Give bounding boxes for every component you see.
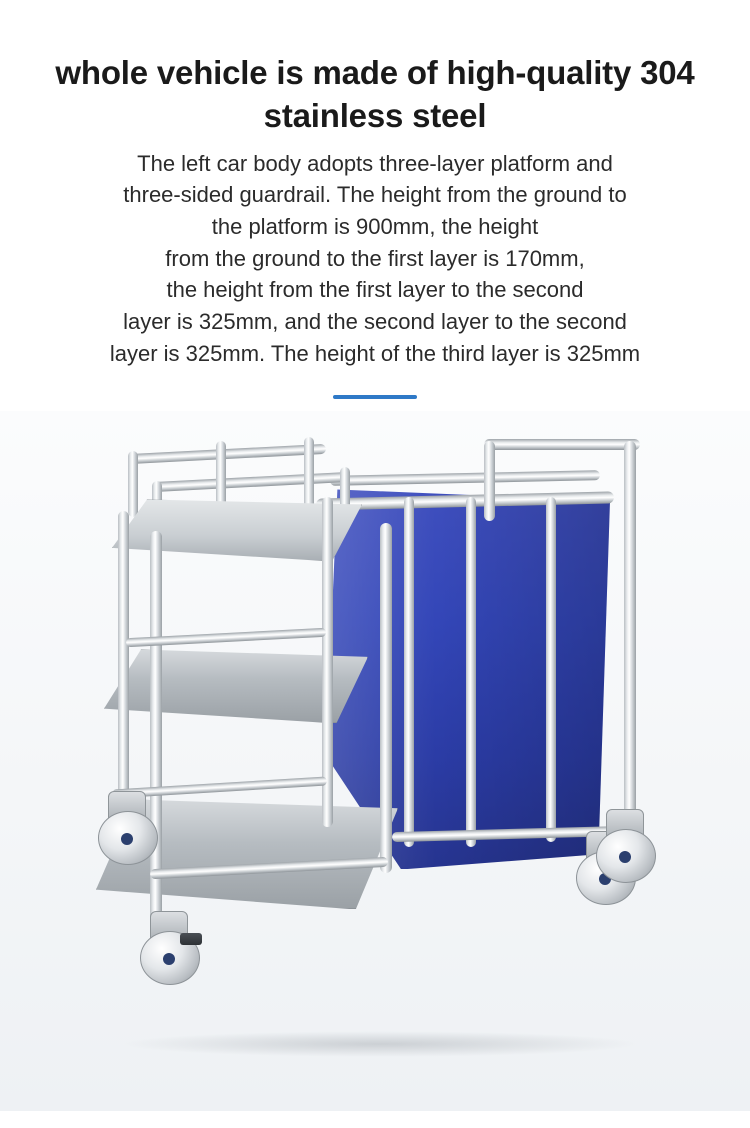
accent-divider — [333, 395, 417, 399]
guardrail-top-front — [152, 472, 350, 492]
description-line-5: the height from the first layer to the second — [166, 277, 584, 303]
product-photo — [0, 411, 750, 1111]
guardrail-top-rear — [128, 444, 326, 464]
push-handle-bar — [484, 439, 640, 450]
bag-divider-left — [404, 497, 414, 847]
caster-rear-right — [596, 809, 654, 881]
page-title: whole vehicle is made of high-quality 304 stainless steel — [55, 54, 695, 134]
description-line-1: The left car body adopts three-layer platform and — [137, 150, 613, 176]
header-block — [0, 0, 750, 399]
divider-wrap — [18, 395, 732, 399]
description-paragraph — [18, 148, 732, 370]
description-line-6: layer is 325mm, and the second layer to the second — [123, 309, 627, 335]
guardrail-post-right — [304, 437, 314, 509]
floor-shadow — [120, 1031, 640, 1057]
bag-rim-back — [330, 471, 600, 487]
guardrail-post-mid — [216, 441, 226, 511]
description-line-3: the platform is 900mm, the height — [211, 214, 539, 240]
caster-brake-lever — [180, 933, 202, 945]
description-line-2: three-sided guardrail. The height from the ground to — [123, 182, 627, 208]
push-handle-left-post — [484, 441, 495, 521]
description-line-4: from the ground to the first layer is 170mm, — [165, 245, 585, 271]
frame-leg-front-right — [380, 523, 392, 873]
caster-front-left — [140, 911, 198, 983]
guardrail-post-left — [128, 451, 138, 517]
bag-divider-right — [546, 497, 556, 842]
caster-rear-left — [98, 791, 156, 863]
description-line-7: layer is 325mm. The height of the third layer is 325mm — [109, 340, 641, 366]
bag-divider-middle — [466, 497, 476, 847]
push-handle-right-post — [624, 441, 636, 851]
